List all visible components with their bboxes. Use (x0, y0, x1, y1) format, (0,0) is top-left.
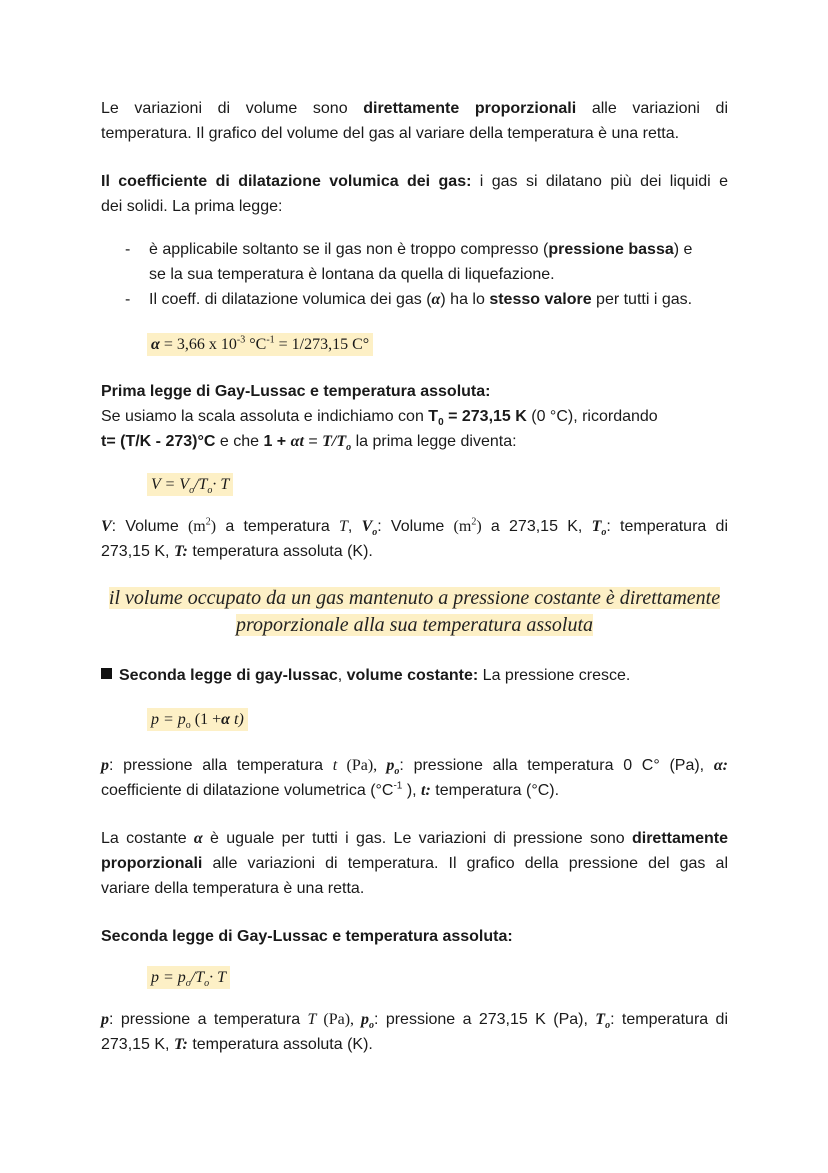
definitions-pressure-absolute: p: pressione a temperatura T (Pa), $p_o$: pressione a 273,15 K (Pa), $T_o$: temperatura di 273,15 K, T: temperatura assoluta (K). (101, 1011, 729, 1053)
section-first-law-absolute: Prima legge di Gay-Lussac e temperatura assoluta: Se usiamo la scala assoluta e indichiamo con $T_0 = 273,15$ K (0 °C), ricordando t= (T/K - 273)°C e che $1 + \alpha t = T/T_o$ la prima legge diventa: (101, 383, 658, 454)
list-item: - è applicabile soltanto se il gas non è troppo compresso (pressione bassa) e se la sua temperatura è lontana da quella di liquefazione. (125, 241, 693, 283)
section-heading: Seconda legge di Gay-Lussac e temperatura assoluta: (101, 928, 513, 945)
paragraph-pressure-variations: La costante α è uguale per tutti i gas. Le variazioni di pressione sono direttamente proporzionali alle variazioni di temperatura. Il grafico della pressione del gas al variare della temperatura è una retta. (101, 830, 728, 897)
paragraph-volume-variations: Le variazioni di volume sono direttamente proporzionali alle variazioni di temperatura. Il grafico del volume del gas al variare della temperatura è una retta. (101, 100, 729, 142)
definitions-volume: V: Volume $(m^2)$ a temperatura T, $V_o$: Volume $(m^2)$ a 273,15 K, $T_o$: temperatura di 273,15 K, T: temperatura assoluta (K). (101, 516, 728, 560)
paragraph-coefficient: Il coefficiente di dilatazione volumica dei gas: i gas si dilatano più dei liquidi e dei solidi. La prima legge: (101, 173, 729, 215)
formula-pressure-absolute: $p = p_o/T_o\cdot T$ (101, 969, 728, 987)
section-heading: Prima legge di Gay-Lussac e temperatura assoluta: (101, 383, 491, 400)
law-statement-quote: il volume occupato da un gas mantenuto a pressione costante è direttamente proporzionale alla sua temperatura assoluta (108, 587, 721, 636)
section-second-law-absolute (101, 924, 728, 949)
document-page (101, 96, 728, 1057)
section-second-law: Seconda legge di gay-lussac, volume costante: La pressione cresce. (101, 663, 728, 688)
list-item: - Il coeff. di dilatazione volumica dei gas (α) ha lo stesso valore per tutti i gas. (125, 291, 693, 308)
square-bullet-icon (101, 668, 112, 679)
formula-pressure-law: $p = p_o$ (1 +α t) (101, 711, 728, 729)
formula-alpha-value: α = 3,66 x $10^{-3}$ $^\circ C^{-1} = 1/273,15$ C° (101, 336, 728, 354)
first-law-conditions-list (101, 237, 728, 312)
definitions-pressure: p: pressione alla temperatura t (Pa), $p_o$: pressione alla temperatura 0 C° (Pa), α: coefficiente di dilatazione volumetrica ($^\circ C^{-1}$ ), t: temperatura (°C). (101, 757, 729, 799)
coefficient-heading: Il coefficiente di dilatazione volumica dei gas: (101, 173, 472, 190)
formula-volume-law: $V = V_o/T_o\cdot T$ (101, 476, 728, 494)
